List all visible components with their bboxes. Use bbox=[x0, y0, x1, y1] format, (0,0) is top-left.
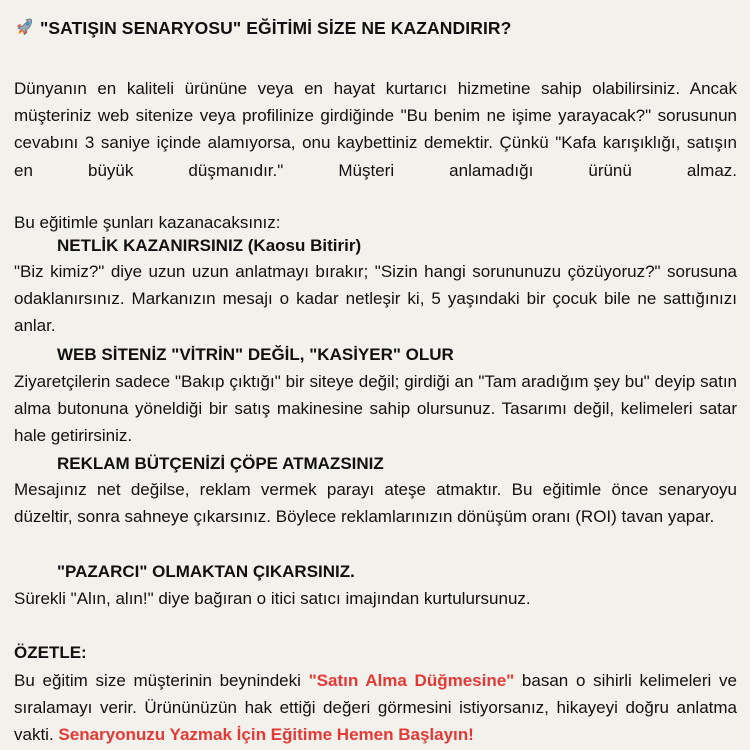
summary-paragraph bbox=[14, 667, 737, 749]
section-heading-ad-budget: REKLAM BÜTÇENİZİ ÇÖPE ATMAZSINIZ bbox=[57, 454, 384, 473]
section-heading-website: WEB SİTENİZ "VİTRİN" DEĞİL, "KASİYER" OLUR bbox=[57, 345, 454, 364]
summary-text-before: Bu eğitim size müşterinin beynindeki bbox=[14, 671, 309, 690]
gains-intro: Bu eğitimle şunları kazanacaksınız: bbox=[14, 213, 281, 232]
summary-text-after: basan o sihirli kelimeleri ve sıralamayı verir. Ürününüzün hak ettiği değeri görmesini istiyorsanız, hikayeyi doğru anlatma vakti. bbox=[14, 671, 737, 745]
section-text-ad-budget: Mesajınız net değilse, reklam vermek parayı ateşe atmaktır. Bu eğitimle önce senaryoyu düzeltir, sonra sahneye çıkarsınız. Böylece reklamlarınızın dönüşüm oranı (ROI) tavan yapar. bbox=[14, 480, 737, 527]
summary-heading: ÖZETLE: bbox=[14, 643, 87, 662]
cta-text: Senaryonuzu Yazmak İçin Eğitime Hemen Başlayın! bbox=[58, 725, 474, 745]
summary-highlight: "Satın Alma Düğmesine" bbox=[308, 671, 515, 690]
section-text-salesman: Sürekli "Alın, alın!" diye bağıran o itici satıcı imajından kurtulursunuz. bbox=[14, 589, 531, 608]
section-text-website: Ziyaretçilerin sadece "Bakıp çıktığı" bir siteye değil; girdiği an "Tam aradığım şey bu" deyip satın alma butonuna yöneldiği bir satış makinesine sahip olursunuz. Tasarımı değil, kelimeleri satar hale getirirsiniz. bbox=[14, 372, 737, 446]
section-heading-salesman: "PAZARCI" OLMAKTAN ÇIKARSINIZ. bbox=[57, 562, 355, 581]
section-text-clarity: "Biz kimiz?" diye uzun uzun anlatmayı bırakır; "Sizin hangi sorununuzu çözüyoruz?" sorusuna odaklanırsınız. Markanızın mesajı o kadar netleşir ki, 5 yaşındaki bir çocuk bile ne sattığınızı anlar. bbox=[14, 262, 737, 336]
rocket-icon bbox=[14, 17, 34, 37]
page-title bbox=[14, 17, 736, 39]
title-text: "SATIŞIN SENARYOSU" EĞİTİMİ SİZE NE KAZANDIRIR? bbox=[40, 18, 512, 38]
section-heading-clarity: NETLİK KAZANIRSINIZ (Kaosu Bitirir) bbox=[57, 236, 362, 255]
intro-paragraph: Dünyanın en kaliteli ürününe veya en hayat kurtarıcı hizmetine sahip olabilirsiniz. Ancak müşteriniz web sitenize veya profilinize girdiğinde "Bu benim ne işime yarayacak?" sorusunun cevabını 3 saniye içinde alamıyorsa, onu kaybettiniz demektir. Çünkü "Kafa karışıklığı, satışın en büyük düşmanıdır." Müşteri anlamadığı ürünü almaz. bbox=[14, 79, 737, 180]
